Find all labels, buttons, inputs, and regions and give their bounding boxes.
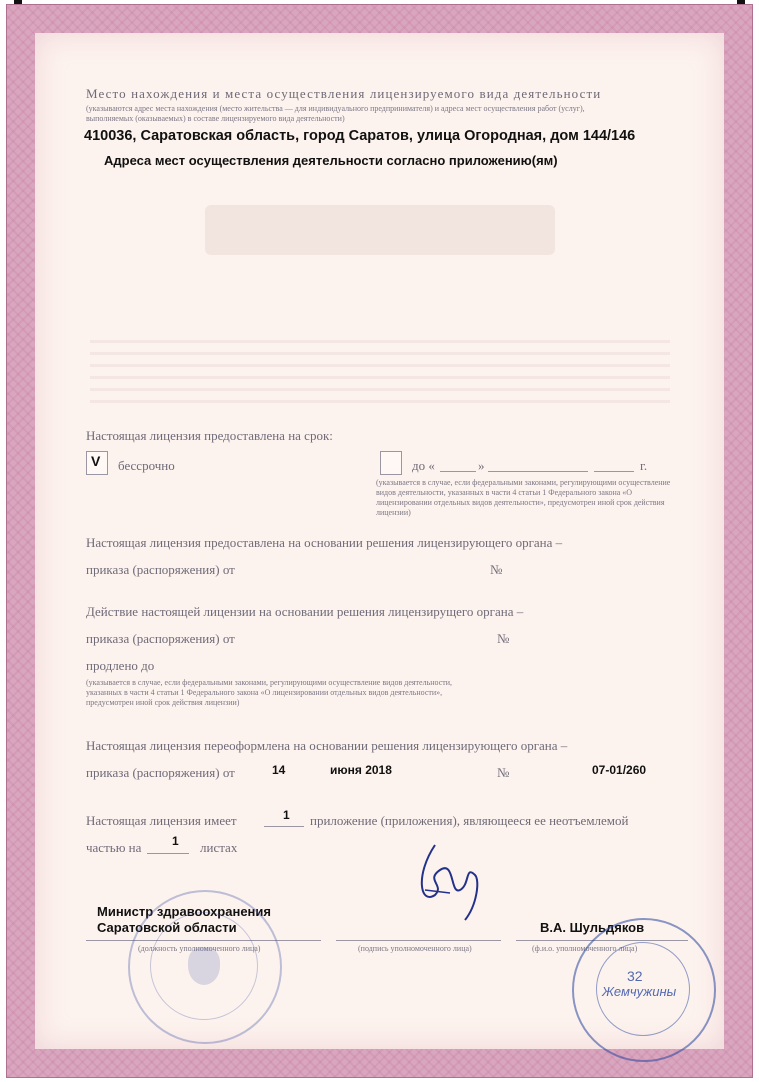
extension-line-2: приказа (распоряжения) от xyxy=(86,631,235,646)
basis-line-1: Настоящая лицензия предоставлена на основании решения лицензирующего органа – xyxy=(86,535,563,550)
extension-note: (указывается в случае, если федеральными законами, регулирующими осуществление видов деятельности, указанных в части 4 статьи 1 Федерального закона «О лицензировании отдельных видов деятельности», предусмотрен иной срок действия лицензии) xyxy=(86,678,453,707)
appendix-sheets-line xyxy=(147,853,189,854)
appendix-part-4: листах xyxy=(200,840,238,855)
location-heading: Место нахождения и места осуществления лицензируемого вида деятельности xyxy=(86,86,602,101)
stamp-name: Жемчужины xyxy=(602,984,677,999)
appendix-part-3: частью на xyxy=(86,840,142,855)
term-label: Настоящая лицензия предоставлена на срок: xyxy=(86,428,333,443)
indefinite-label: бессрочно xyxy=(118,458,175,473)
reissue-number-sign: № xyxy=(497,765,510,780)
authority-caption: (должность уполномоченного лица) xyxy=(138,944,261,953)
until-quote-close: » xyxy=(478,458,485,473)
until-year-line xyxy=(594,471,634,472)
sign-line xyxy=(336,940,501,941)
extended-label: продлено до xyxy=(86,658,155,673)
reissue-day: 14 xyxy=(272,763,286,777)
authority-line-1: Министр здравоохранения xyxy=(97,904,271,919)
appendix-count-line xyxy=(264,826,304,827)
location-note-2: выполняемых (оказываемых) в составе лицензируемого вида деятельности) xyxy=(86,114,345,123)
sign-caption: (подпись уполномоченного лица) xyxy=(358,944,472,953)
location-note-1: (указываются адрес места нахождения (место жительства — для индивидуального предпринимателя) и адреса мест осуществления работ (услуг), xyxy=(86,104,585,113)
reissue-month-year: июня 2018 xyxy=(330,763,392,777)
until-label: до « xyxy=(412,458,435,473)
reissue-line-2: приказа (распоряжения) от xyxy=(86,765,235,780)
check-mark: V xyxy=(91,453,101,469)
reissue-number: 07-01/260 xyxy=(592,763,647,777)
places-text: Адреса мест осуществления деятельности согласно приложению(ям) xyxy=(104,153,558,168)
official-name: В.А. Шульдяков xyxy=(540,920,645,935)
until-day-line xyxy=(440,471,476,472)
indefinite-checkbox[interactable] xyxy=(86,451,108,475)
watermark-heading-shape xyxy=(205,205,555,255)
appendix-sheets: 1 xyxy=(172,834,179,848)
reissue-line-1: Настоящая лицензия переоформлена на основании решения лицензирующего органа – xyxy=(86,738,568,753)
extension-line-1: Действие настоящей лицензии на основании решения лицензирущего органа – xyxy=(86,604,524,619)
appendix-part-1: Настоящая лицензия имеет xyxy=(86,813,237,828)
until-checkbox[interactable] xyxy=(380,451,402,475)
year-suffix: г. xyxy=(640,458,648,473)
until-month-line xyxy=(488,471,588,472)
organization-stamp xyxy=(572,918,716,1062)
appendix-count: 1 xyxy=(283,808,290,822)
stamp-number: 32 xyxy=(627,968,643,984)
basis-line-2: приказа (распоряжения) от xyxy=(86,562,235,577)
appendix-part-2: приложение (приложения), являющееся ее неотъемлемой xyxy=(310,813,629,828)
ministry-seal-icon xyxy=(128,890,282,1044)
name-caption: (ф.и.о. уполномоченного лица) xyxy=(532,944,638,953)
address-text: 410036, Саратовская область, город Саратов, улица Огородная, дом 144/146 xyxy=(84,128,636,144)
watermark-lines-shape xyxy=(90,340,670,410)
basis-number-sign: № xyxy=(490,562,503,577)
term-note: (указывается в случае, если федеральными законами, регулирующими осуществление видов деятельности, указанных в части 4 статьи 1 Федерального закона «О лицензировании отдельных видов деятельности», предусмотрен иной срок действия лицензии) xyxy=(376,478,671,517)
handwritten-signature-icon xyxy=(405,835,495,925)
extension-number-sign: № xyxy=(497,631,510,646)
authority-line-2: Саратовской области xyxy=(97,920,237,935)
